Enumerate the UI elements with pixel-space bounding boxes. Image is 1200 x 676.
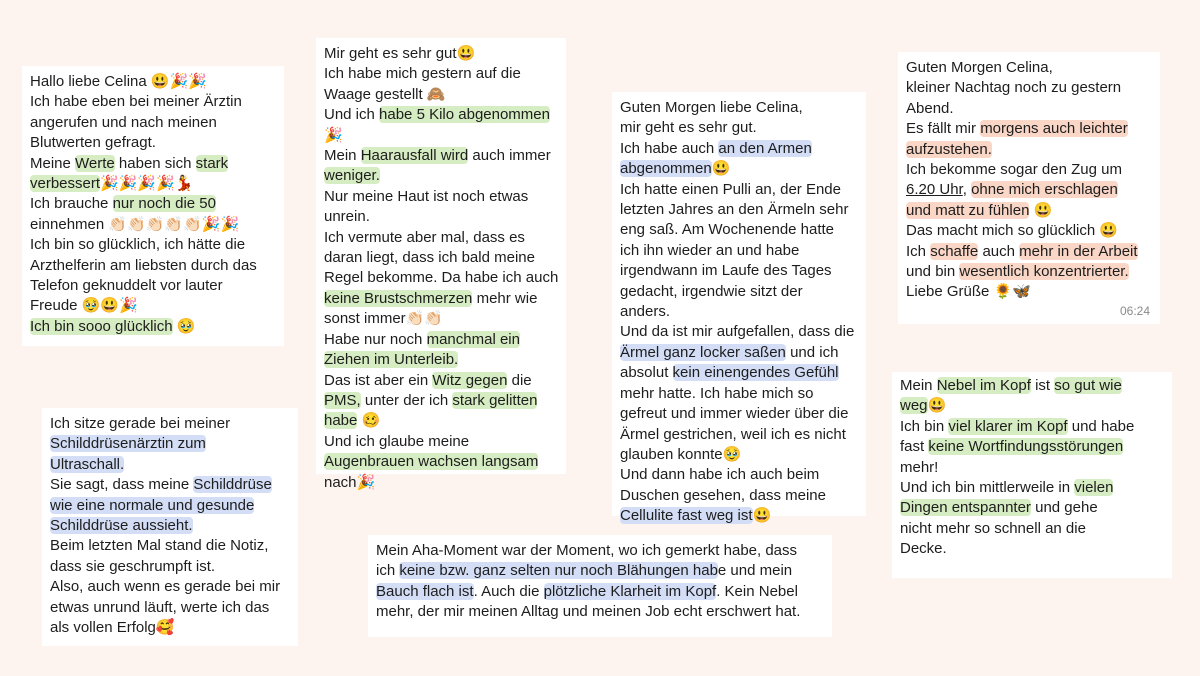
highlighted-text: viel klarer im Kopf [948, 417, 1068, 435]
message-line [906, 282, 1152, 302]
highlighted-text: kein einengendes Gefühl [672, 364, 839, 382]
message-text: Es fällt mir [906, 120, 981, 138]
message-line [620, 506, 858, 526]
highlighted-text: habe [324, 412, 358, 430]
message-text: Mein [900, 377, 937, 394]
message-line [50, 557, 290, 577]
message-text: . Auch die [473, 582, 544, 600]
message-line [906, 160, 1152, 180]
message-text: und ich [785, 343, 839, 361]
message-text: 😃 [711, 160, 731, 178]
message-text: Ich habe eben bei meiner Ärztin [30, 93, 242, 111]
message-line [324, 44, 558, 64]
highlighted-text: Ultraschall. [50, 455, 125, 473]
message-text: einnehmen 👏🏻👏🏻👏🏻👏🏻👏🏻🎉🎉 [30, 215, 240, 233]
message-line [324, 289, 558, 309]
message-text: 🥴 [357, 412, 381, 430]
message-text: fast [900, 438, 929, 456]
message-text: Und ich glaube meine [324, 432, 470, 450]
message-card-aha-moment [368, 535, 832, 637]
message-line [324, 187, 558, 207]
message-text: Freude 🥹😃🎉 [30, 297, 138, 315]
message-text: nicht mehr so schnell an die [900, 519, 1086, 537]
message-text: und habe [1067, 417, 1135, 435]
message-text: Ich habe mich gestern auf die [324, 65, 521, 83]
message-line [906, 262, 1152, 282]
message-text: und bin [906, 263, 960, 281]
message-card-morning [898, 52, 1160, 324]
message-line [50, 598, 290, 618]
message-line [900, 458, 1164, 478]
highlighted-text: aufzustehen. [906, 140, 992, 158]
highlighted-text: wesentlich konzentrierter. [959, 263, 1129, 281]
message-text: mehr wie [472, 289, 538, 307]
highlighted-text: stark [195, 154, 229, 172]
message-text: Und ich [324, 106, 380, 124]
message-line [30, 194, 276, 214]
message-line [620, 363, 858, 383]
message-text: Arzthelferin am liebsten durch das [30, 256, 257, 274]
message-text: ich ihn wieder an und habe [620, 241, 800, 259]
message-line [324, 350, 558, 370]
message-line [906, 201, 1152, 221]
message-line [620, 241, 858, 261]
message-line [906, 221, 1152, 241]
message-line [620, 98, 858, 118]
message-text: Blutwerten gefragt. [30, 134, 156, 152]
highlighted-text: manchmal ein [426, 330, 520, 348]
message-line [30, 133, 276, 153]
message-line [620, 159, 858, 179]
message-line [620, 322, 858, 342]
message-text: 🎉 [324, 126, 343, 144]
message-line [900, 498, 1164, 518]
highlighted-text: Ich bin sooo glücklich [30, 317, 173, 335]
message-line [324, 146, 558, 166]
highlighted-text: weg [900, 397, 928, 415]
message-line [620, 282, 858, 302]
highlighted-text: Schilddrüse aussieht. [50, 517, 193, 535]
message-line [50, 496, 290, 516]
message-line [50, 475, 290, 495]
message-line [324, 126, 558, 146]
message-text: Und da ist mir aufgefallen, dass die [620, 323, 855, 341]
message-line [620, 384, 858, 404]
message-card-blood-values [22, 66, 284, 346]
message-line [906, 119, 1152, 139]
message-line [900, 437, 1164, 457]
message-text: nach🎉 [324, 473, 376, 491]
message-text: auch immer [468, 147, 551, 165]
message-text: Liebe Grüße 🌻🦋 [906, 283, 1031, 301]
message-text: etwas unrund läuft, werte ich das [50, 598, 270, 616]
message-line [900, 396, 1164, 416]
message-line [30, 113, 276, 133]
message-text: ist [1030, 377, 1055, 394]
message-text: Ich sitze gerade bei meiner [50, 415, 231, 432]
message-line [50, 536, 290, 556]
highlighted-text: habe 5 Kilo abgenommen [379, 106, 550, 124]
message-line [620, 302, 858, 322]
message-line [620, 343, 858, 363]
message-text: gedacht, irgendwie sitzt der [620, 282, 803, 300]
highlighted-text: verbessert [30, 175, 101, 193]
message-line [620, 220, 858, 240]
message-line [620, 404, 858, 424]
message-text: als vollen Erfolg🥰 [50, 619, 175, 637]
message-line [50, 455, 290, 475]
message-text: mir geht es sehr gut. [620, 119, 757, 137]
highlighted-text: abgenommen [620, 160, 712, 178]
message-text: e und mein [717, 562, 793, 580]
highlighted-text: nur noch die 50 [112, 195, 216, 213]
message-line [30, 92, 276, 112]
message-line [620, 486, 858, 506]
highlighted-text: Schilddrüse [193, 476, 272, 494]
message-text: absolut [620, 364, 673, 382]
message-text: 😃 [1029, 201, 1053, 219]
message-line [324, 452, 558, 472]
message-text: Beim letzten Mal stand die Notiz, [50, 537, 269, 555]
message-card-brain-fog [892, 372, 1172, 578]
highlighted-text: keine bzw. ganz selten nur noch Blähungen hab [399, 562, 718, 580]
highlighted-text: und matt zu fühlen [906, 201, 1030, 219]
message-line [324, 228, 558, 248]
highlighted-text: an den Armen [718, 139, 812, 157]
message-line [30, 154, 276, 174]
message-text: mehr! [900, 458, 939, 476]
message-line [324, 309, 558, 329]
message-line [30, 276, 276, 296]
message-text: . Kein Nebel [716, 582, 798, 600]
message-text: Ich brauche [30, 195, 113, 213]
message-text: auch [978, 242, 1020, 260]
message-text: Ich [906, 242, 931, 260]
message-line [620, 139, 858, 159]
message-line [900, 376, 1164, 396]
highlighted-text: Augenbrauen wachsen langsam [324, 453, 539, 471]
message-line [900, 417, 1164, 437]
message-line [376, 541, 824, 561]
message-line [324, 432, 558, 452]
message-line [50, 577, 290, 597]
highlighted-text: keine Wortfindungsstörungen [928, 438, 1124, 456]
message-text: glauben konnte🥹 [620, 445, 742, 463]
highlighted-text: Bauch flach ist [376, 582, 474, 600]
message-text: 6.20 Uhr [906, 181, 963, 199]
message-text: Abend. [906, 99, 954, 117]
message-text: Guten Morgen liebe Celina, [620, 99, 803, 116]
highlighted-text: ohne mich erschlagen [971, 181, 1118, 199]
message-text: Guten Morgen Celina, [906, 59, 1053, 76]
message-text: 🥹 [172, 317, 196, 335]
message-line [900, 519, 1164, 539]
message-text: haben sich [114, 154, 196, 172]
highlighted-text: Dingen entspannter [900, 499, 1031, 517]
message-line [50, 414, 290, 434]
message-line [324, 85, 558, 105]
message-text: Ich bin [900, 417, 949, 435]
message-text: Ich hatte einen Pulli an, der Ende [620, 180, 841, 198]
message-line [620, 445, 858, 465]
message-text: Ärmel gestrichen, weil ich es nicht [620, 425, 846, 443]
highlighted-text: Nebel im Kopf [936, 377, 1031, 394]
message-text: ich [376, 562, 400, 580]
message-line [324, 105, 558, 125]
message-line [324, 166, 558, 186]
message-line [50, 618, 290, 638]
message-text: eng saß. Am Wochenende hatte [620, 221, 835, 239]
message-line [324, 371, 558, 391]
message-line [324, 248, 558, 268]
message-line [376, 582, 824, 602]
message-line [30, 317, 276, 337]
message-line [906, 180, 1152, 200]
message-card-weight-loss [316, 38, 566, 491]
highlighted-text: schaffe [930, 242, 979, 260]
message-line [620, 261, 858, 281]
message-text: gefreut und immer wieder über die [620, 405, 849, 423]
message-text: sonst immer👏🏻👏🏻 [324, 310, 444, 328]
message-text: unrein. [324, 208, 370, 226]
message-line [324, 473, 558, 493]
highlighted-text: Werte [75, 154, 115, 172]
highlighted-text: stark gelitten [452, 391, 538, 409]
highlighted-text: plötzliche Klarheit im Kopf [543, 582, 717, 600]
message-text: angerufen und nach meinen [30, 113, 217, 131]
message-text: anders. [620, 303, 671, 321]
message-text: 🎉🎉🎉🎉💃 [100, 175, 194, 193]
message-text: Ich bin so glücklich, ich hätte die [30, 236, 246, 254]
message-text: Meine [30, 154, 76, 172]
message-line [50, 434, 290, 454]
message-line [30, 256, 276, 276]
message-text: Mir geht es sehr gut😃 [324, 45, 476, 62]
message-line [30, 72, 276, 92]
message-text: daran liegt, dass ich bald meine [324, 249, 535, 267]
highlighted-text: Ziehen im Unterleib. [324, 351, 459, 369]
message-text: Waage gestellt 🙈 [324, 85, 446, 103]
message-text: dass sie geschrumpft ist. [50, 557, 216, 575]
highlighted-text: Haarausfall wird [360, 147, 469, 165]
message-text: Mein [324, 147, 361, 165]
highlighted-text: Ärmel ganz locker saßen [620, 343, 786, 361]
message-text: Das ist aber ein [324, 371, 433, 389]
message-text: Habe nur noch [324, 330, 427, 348]
message-line [376, 561, 824, 581]
message-line [906, 99, 1152, 119]
message-line [324, 268, 558, 288]
message-line [906, 78, 1152, 98]
message-text: Decke. [900, 540, 947, 558]
message-text: Ich vermute aber mal, dass es [324, 228, 525, 246]
message-text: Telefon geknuddelt vor lauter [30, 277, 223, 295]
highlighted-text: Witz gegen [432, 371, 508, 389]
message-line [324, 64, 558, 84]
message-line [30, 235, 276, 255]
message-text: kleiner Nachtag noch zu gestern [906, 79, 1122, 97]
message-text: Nur meine Haut ist noch etwas [324, 187, 529, 205]
message-card-thyroid [42, 408, 298, 646]
message-line [620, 200, 858, 220]
message-line [376, 602, 824, 622]
message-text: Also, auch wenn es gerade bei mir [50, 578, 281, 596]
message-text: unter der ich [360, 391, 453, 409]
highlighted-text: keine Brustschmerzen [324, 289, 473, 307]
message-line [324, 391, 558, 411]
message-text: , [962, 181, 972, 199]
message-line [620, 425, 858, 445]
message-line [50, 516, 290, 536]
message-line [620, 118, 858, 138]
message-text: Hallo liebe Celina 😃🎉🎉 [30, 73, 207, 90]
message-line [620, 180, 858, 200]
message-line [324, 411, 558, 431]
message-text: Und dann habe ich auch beim [620, 466, 820, 484]
message-line [906, 242, 1152, 262]
message-line [620, 465, 858, 485]
message-line [324, 207, 558, 227]
message-text: Und ich bin mittlerweile in [900, 479, 1075, 497]
message-text: mehr, der mir meinen Alltag und meinen Job echt erschwert hat. [376, 603, 801, 621]
message-text: 😃 [927, 397, 947, 415]
message-line [30, 174, 276, 194]
message-line [900, 478, 1164, 498]
message-text: Sie sagt, dass meine [50, 476, 194, 494]
message-text: Das macht mich so glücklich 😃 [906, 222, 1119, 240]
highlighted-text: vielen [1074, 479, 1114, 497]
highlighted-text: mehr in der Arbeit [1019, 242, 1138, 260]
highlighted-text: Schilddrüsenärztin zum [50, 435, 206, 453]
message-text: und gehe [1030, 499, 1098, 517]
message-line [324, 330, 558, 350]
message-timestamp: 06:24 [1119, 304, 1150, 318]
highlighted-text: Cellulite fast weg ist [620, 507, 753, 525]
highlighted-text: PMS, [324, 391, 361, 409]
message-text: 😃 [752, 507, 772, 525]
message-line [30, 296, 276, 316]
highlighted-text: so gut wie [1054, 377, 1122, 394]
highlighted-text: wie eine normale und gesunde [50, 496, 255, 514]
highlighted-text: weniger. [324, 167, 380, 185]
message-text: mehr hatte. Ich habe mich so [620, 384, 814, 402]
message-text: Mein Aha-Moment war der Moment, wo ich gemerkt habe, dass [376, 542, 798, 559]
message-card-arms [612, 92, 866, 525]
message-text: Ich habe auch [620, 139, 719, 157]
message-line [900, 539, 1164, 559]
message-line [906, 58, 1152, 78]
highlighted-text: morgens auch leichter [980, 120, 1128, 138]
message-text: die [507, 371, 532, 389]
message-line [906, 140, 1152, 160]
message-text: Duschen gesehen, dass meine [620, 486, 826, 504]
message-text: Regel bekomme. Da habe ich auch [324, 269, 559, 287]
message-text: letzten Jahres an den Ärmeln sehr [620, 201, 849, 219]
message-line [30, 215, 276, 235]
message-text: Ich bekomme sogar den Zug um [906, 161, 1122, 179]
message-text: irgendwann im Laufe des Tages [620, 262, 832, 280]
